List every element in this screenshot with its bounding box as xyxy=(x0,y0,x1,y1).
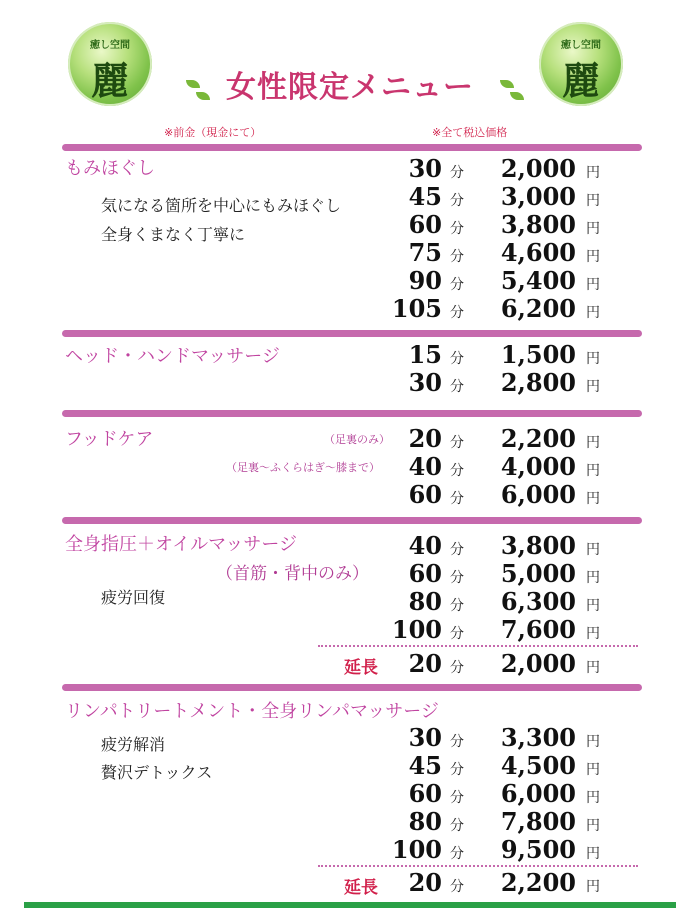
extension-separator xyxy=(318,645,638,647)
price-value: 6,300 xyxy=(500,587,576,616)
section-description: 贅沢デトックス xyxy=(101,763,213,782)
section-title: 全身指圧＋オイルマッサージ xyxy=(65,534,298,555)
option-note: （足裏〜ふくらはぎ〜膝まで） xyxy=(226,461,380,474)
duration-value: 75 xyxy=(408,238,442,267)
leaf-decoration xyxy=(186,80,200,88)
duration-value: 60 xyxy=(408,210,442,239)
price-unit: 円 xyxy=(586,305,600,321)
price-value: 9,500 xyxy=(500,835,576,864)
section-title: ヘッド・ハンドマッサージ xyxy=(65,346,280,367)
price-unit: 円 xyxy=(586,542,600,558)
duration-unit: 分 xyxy=(450,818,464,834)
price-value: 6,200 xyxy=(500,294,576,323)
section-title: フッドケア xyxy=(65,429,154,450)
price-unit: 円 xyxy=(586,491,600,507)
duration-unit: 分 xyxy=(450,598,464,614)
duration-value: 60 xyxy=(408,779,442,808)
duration-unit: 分 xyxy=(450,762,464,778)
duration-unit: 分 xyxy=(450,734,464,750)
price-unit: 円 xyxy=(586,351,600,367)
price-value: 5,000 xyxy=(500,559,576,588)
extension-price: 2,200 xyxy=(500,868,576,897)
section-title: リンパトリートメント・全身リンパマッサージ xyxy=(65,701,439,722)
duration-value: 30 xyxy=(408,368,442,397)
section-description: 疲労回復 xyxy=(101,588,166,607)
price-value: 7,600 xyxy=(500,615,576,644)
duration-value: 80 xyxy=(408,587,442,616)
duration-unit: 分 xyxy=(450,351,464,367)
logo-left xyxy=(68,22,152,106)
price-unit: 円 xyxy=(586,879,600,895)
extension-label: 延長 xyxy=(344,658,378,678)
price-unit: 円 xyxy=(586,193,600,209)
duration-unit: 分 xyxy=(450,463,464,479)
duration-value: 60 xyxy=(408,559,442,588)
price-value: 7,800 xyxy=(500,807,576,836)
duration-unit: 分 xyxy=(450,626,464,642)
section-divider xyxy=(62,517,642,524)
tax-note: ※全て税込価格 xyxy=(432,126,508,139)
price-unit: 円 xyxy=(586,762,600,778)
duration-value: 20 xyxy=(408,424,442,453)
price-value: 6,000 xyxy=(500,779,576,808)
leaf-decoration xyxy=(510,92,524,100)
section-description: 全身くまなく丁寧に xyxy=(101,225,246,244)
price-value: 4,500 xyxy=(500,751,576,780)
price-value: 3,300 xyxy=(500,723,576,752)
price-unit: 円 xyxy=(586,165,600,181)
price-value: 2,800 xyxy=(500,368,576,397)
price-unit: 円 xyxy=(586,379,600,395)
duration-value: 40 xyxy=(408,531,442,560)
section-description: 疲労解消 xyxy=(101,735,166,754)
duration-unit: 分 xyxy=(450,790,464,806)
price-unit: 円 xyxy=(586,790,600,806)
logo-right-top-text: 癒し空間 xyxy=(561,40,601,51)
price-value: 5,400 xyxy=(500,266,576,295)
extension-separator xyxy=(318,865,638,867)
price-unit: 円 xyxy=(586,818,600,834)
logo-right-kanji: 麗 xyxy=(561,58,600,103)
footer-bar xyxy=(24,902,676,908)
duration-unit: 分 xyxy=(450,570,464,586)
section-divider xyxy=(62,330,642,337)
duration-value: 40 xyxy=(408,452,442,481)
duration-unit: 分 xyxy=(450,846,464,862)
duration-value: 30 xyxy=(408,723,442,752)
logo-left-kanji: 麗 xyxy=(90,58,129,103)
section-divider xyxy=(62,410,642,417)
extension-label: 延長 xyxy=(344,878,378,898)
price-value: 2,000 xyxy=(500,154,576,183)
price-unit: 円 xyxy=(586,435,600,451)
price-unit: 円 xyxy=(586,734,600,750)
duration-value: 105 xyxy=(391,294,442,323)
price-unit: 円 xyxy=(586,221,600,237)
price-value: 4,000 xyxy=(500,452,576,481)
section-title: もみほぐし xyxy=(65,158,155,179)
extension-duration: 20 xyxy=(408,649,442,678)
duration-value: 90 xyxy=(408,266,442,295)
duration-unit: 分 xyxy=(450,193,464,209)
duration-unit: 分 xyxy=(450,221,464,237)
section-divider xyxy=(62,144,642,151)
duration-value: 15 xyxy=(408,340,442,369)
price-unit: 円 xyxy=(586,570,600,586)
duration-unit: 分 xyxy=(450,165,464,181)
leaf-decoration xyxy=(500,80,514,88)
duration-unit: 分 xyxy=(450,305,464,321)
price-unit: 円 xyxy=(586,463,600,479)
duration-unit: 分 xyxy=(450,542,464,558)
page-title: 女性限定メニュー xyxy=(226,70,474,105)
duration-unit: 分 xyxy=(450,277,464,293)
duration-value: 45 xyxy=(408,751,442,780)
duration-value: 100 xyxy=(391,835,442,864)
extension-price: 2,000 xyxy=(500,649,576,678)
duration-value: 80 xyxy=(408,807,442,836)
price-unit: 円 xyxy=(586,598,600,614)
logo-right xyxy=(539,22,623,106)
price-unit: 円 xyxy=(586,277,600,293)
price-unit: 円 xyxy=(586,660,600,676)
price-unit: 円 xyxy=(586,249,600,265)
price-value: 2,200 xyxy=(500,424,576,453)
duration-value: 60 xyxy=(408,480,442,509)
price-value: 1,500 xyxy=(500,340,576,369)
price-unit: 円 xyxy=(586,846,600,862)
price-value: 6,000 xyxy=(500,480,576,509)
section-description: 気になる箇所を中心にもみほぐし xyxy=(101,196,342,215)
duration-value: 30 xyxy=(408,154,442,183)
duration-unit: 分 xyxy=(450,491,464,507)
option-note: （首筋・背中のみ） xyxy=(216,564,369,584)
price-unit: 円 xyxy=(586,626,600,642)
logo-left-top-text: 癒し空間 xyxy=(90,40,130,51)
extension-duration: 20 xyxy=(408,868,442,897)
price-value: 3,000 xyxy=(500,182,576,211)
price-value: 3,800 xyxy=(500,210,576,239)
duration-unit: 分 xyxy=(450,435,464,451)
price-value: 3,800 xyxy=(500,531,576,560)
duration-unit: 分 xyxy=(450,879,464,895)
duration-unit: 分 xyxy=(450,379,464,395)
option-note: （足裏のみ） xyxy=(324,433,390,446)
duration-value: 45 xyxy=(408,182,442,211)
prepay-note: ※前金（現金にて） xyxy=(164,126,262,139)
section-divider xyxy=(62,684,642,691)
price-value: 4,600 xyxy=(500,238,576,267)
duration-unit: 分 xyxy=(450,249,464,265)
duration-value: 100 xyxy=(391,615,442,644)
duration-unit: 分 xyxy=(450,660,464,676)
